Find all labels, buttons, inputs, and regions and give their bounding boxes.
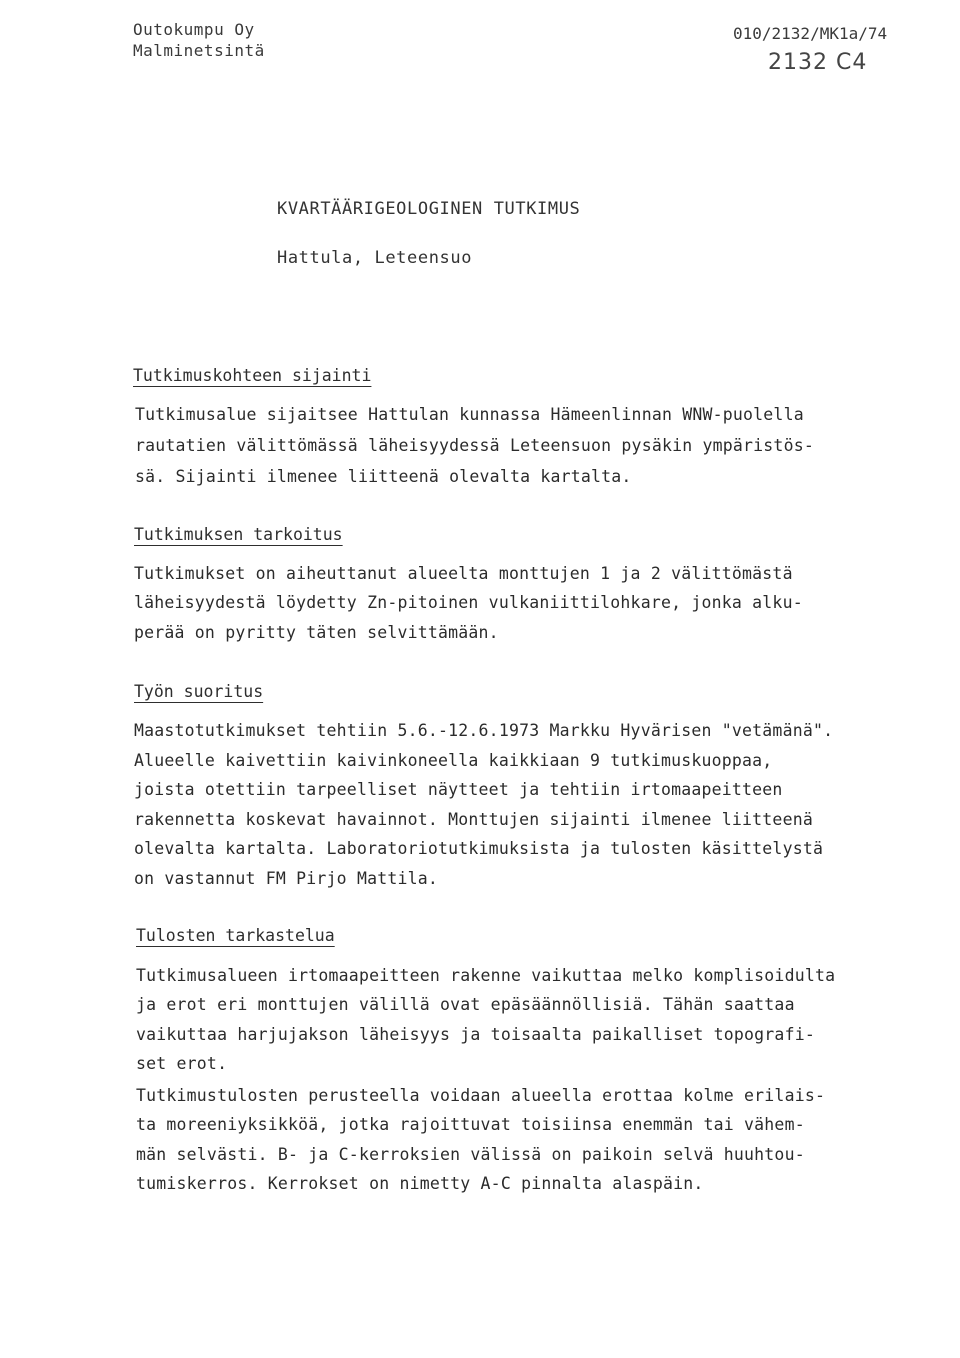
section-line: ta moreeniyksikköä, jotka rajoittuvat toisiinsa enemmän tai vähem-: [136, 1115, 805, 1134]
section-heading-location: Tutkimuskohteen sijainti: [133, 366, 372, 385]
section-line: Tutkimusalue sijaitsee Hattulan kunnassa Hämeenlinnan WNW-puolella: [135, 405, 804, 424]
section-line: perää on pyritty täten selvittämään.: [134, 623, 499, 642]
section-line: on vastannut FM Pirjo Mattila.: [134, 869, 439, 888]
section-heading-purpose: Tutkimuksen tarkoitus: [134, 525, 343, 544]
handwritten-code: 2132 C4: [768, 50, 868, 75]
section-line: ja erot eri monttujen välillä ovat epäsäännöllisiä. Tähän saattaa: [136, 995, 795, 1014]
section-line: Tutkimustulosten perusteella voidaan alueella erottaa kolme erilais-: [136, 1086, 826, 1105]
section-line: vaikuttaa harjujakson läheisyys ja toisaalta paikalliset topografi-: [136, 1025, 815, 1044]
section-line: sä. Sijainti ilmenee liitteenä olevalta kartalta.: [135, 467, 632, 486]
section-line: Maastotutkimukset tehtiin 5.6.-12.6.1973 Markku Hyvärisen "vetämänä".: [134, 721, 834, 740]
department-name: Malminetsintä: [133, 41, 265, 60]
document-title: KVARTÄÄRIGEOLOGINEN TUTKIMUS: [277, 199, 581, 219]
section-heading-results: Tulosten tarkastelua: [136, 926, 335, 945]
section-line: joista otettiin tarpeelliset näytteet ja tehtiin irtomaapeitteen: [134, 780, 783, 799]
section-line: olevalta kartalta. Laboratoriotutkimuksista ja tulosten käsittelystä: [134, 839, 824, 858]
section-line: Tutkimusalueen irtomaapeitteen rakenne vaikuttaa melko komplisoidulta: [136, 966, 836, 985]
document-location: Hattula, Leteensuo: [277, 248, 473, 268]
section-line: rakennetta koskevat havainnot. Monttujen sijainti ilmenee liitteenä: [134, 810, 813, 829]
section-line: Tutkimukset on aiheuttanut alueelta monttujen 1 ja 2 välittömästä: [134, 564, 793, 583]
section-line: läheisyydestä löydetty Zn-pitoinen vulkaniittilohkare, jonka alku-: [134, 593, 803, 612]
section-line: rautatien välittömässä läheisyydessä Leteensuon pysäkin ympäristös-: [135, 436, 814, 455]
section-line: tumiskerros. Kerrokset on nimetty A-C pinnalta alaspäin.: [136, 1174, 704, 1193]
company-name: Outokumpu Oy: [133, 20, 255, 39]
section-heading-execution: Työn suoritus: [134, 682, 264, 701]
document-reference: 010/2132/MK1a/74: [733, 24, 888, 43]
section-line: Alueelle kaivettiin kaivinkoneella kaikkiaan 9 tutkimuskuoppaa,: [134, 751, 773, 770]
section-line: set erot.: [136, 1054, 228, 1073]
section-line: män selvästi. B- ja C-kerroksien välissä on paikoin selvä huuhtou-: [136, 1145, 805, 1164]
